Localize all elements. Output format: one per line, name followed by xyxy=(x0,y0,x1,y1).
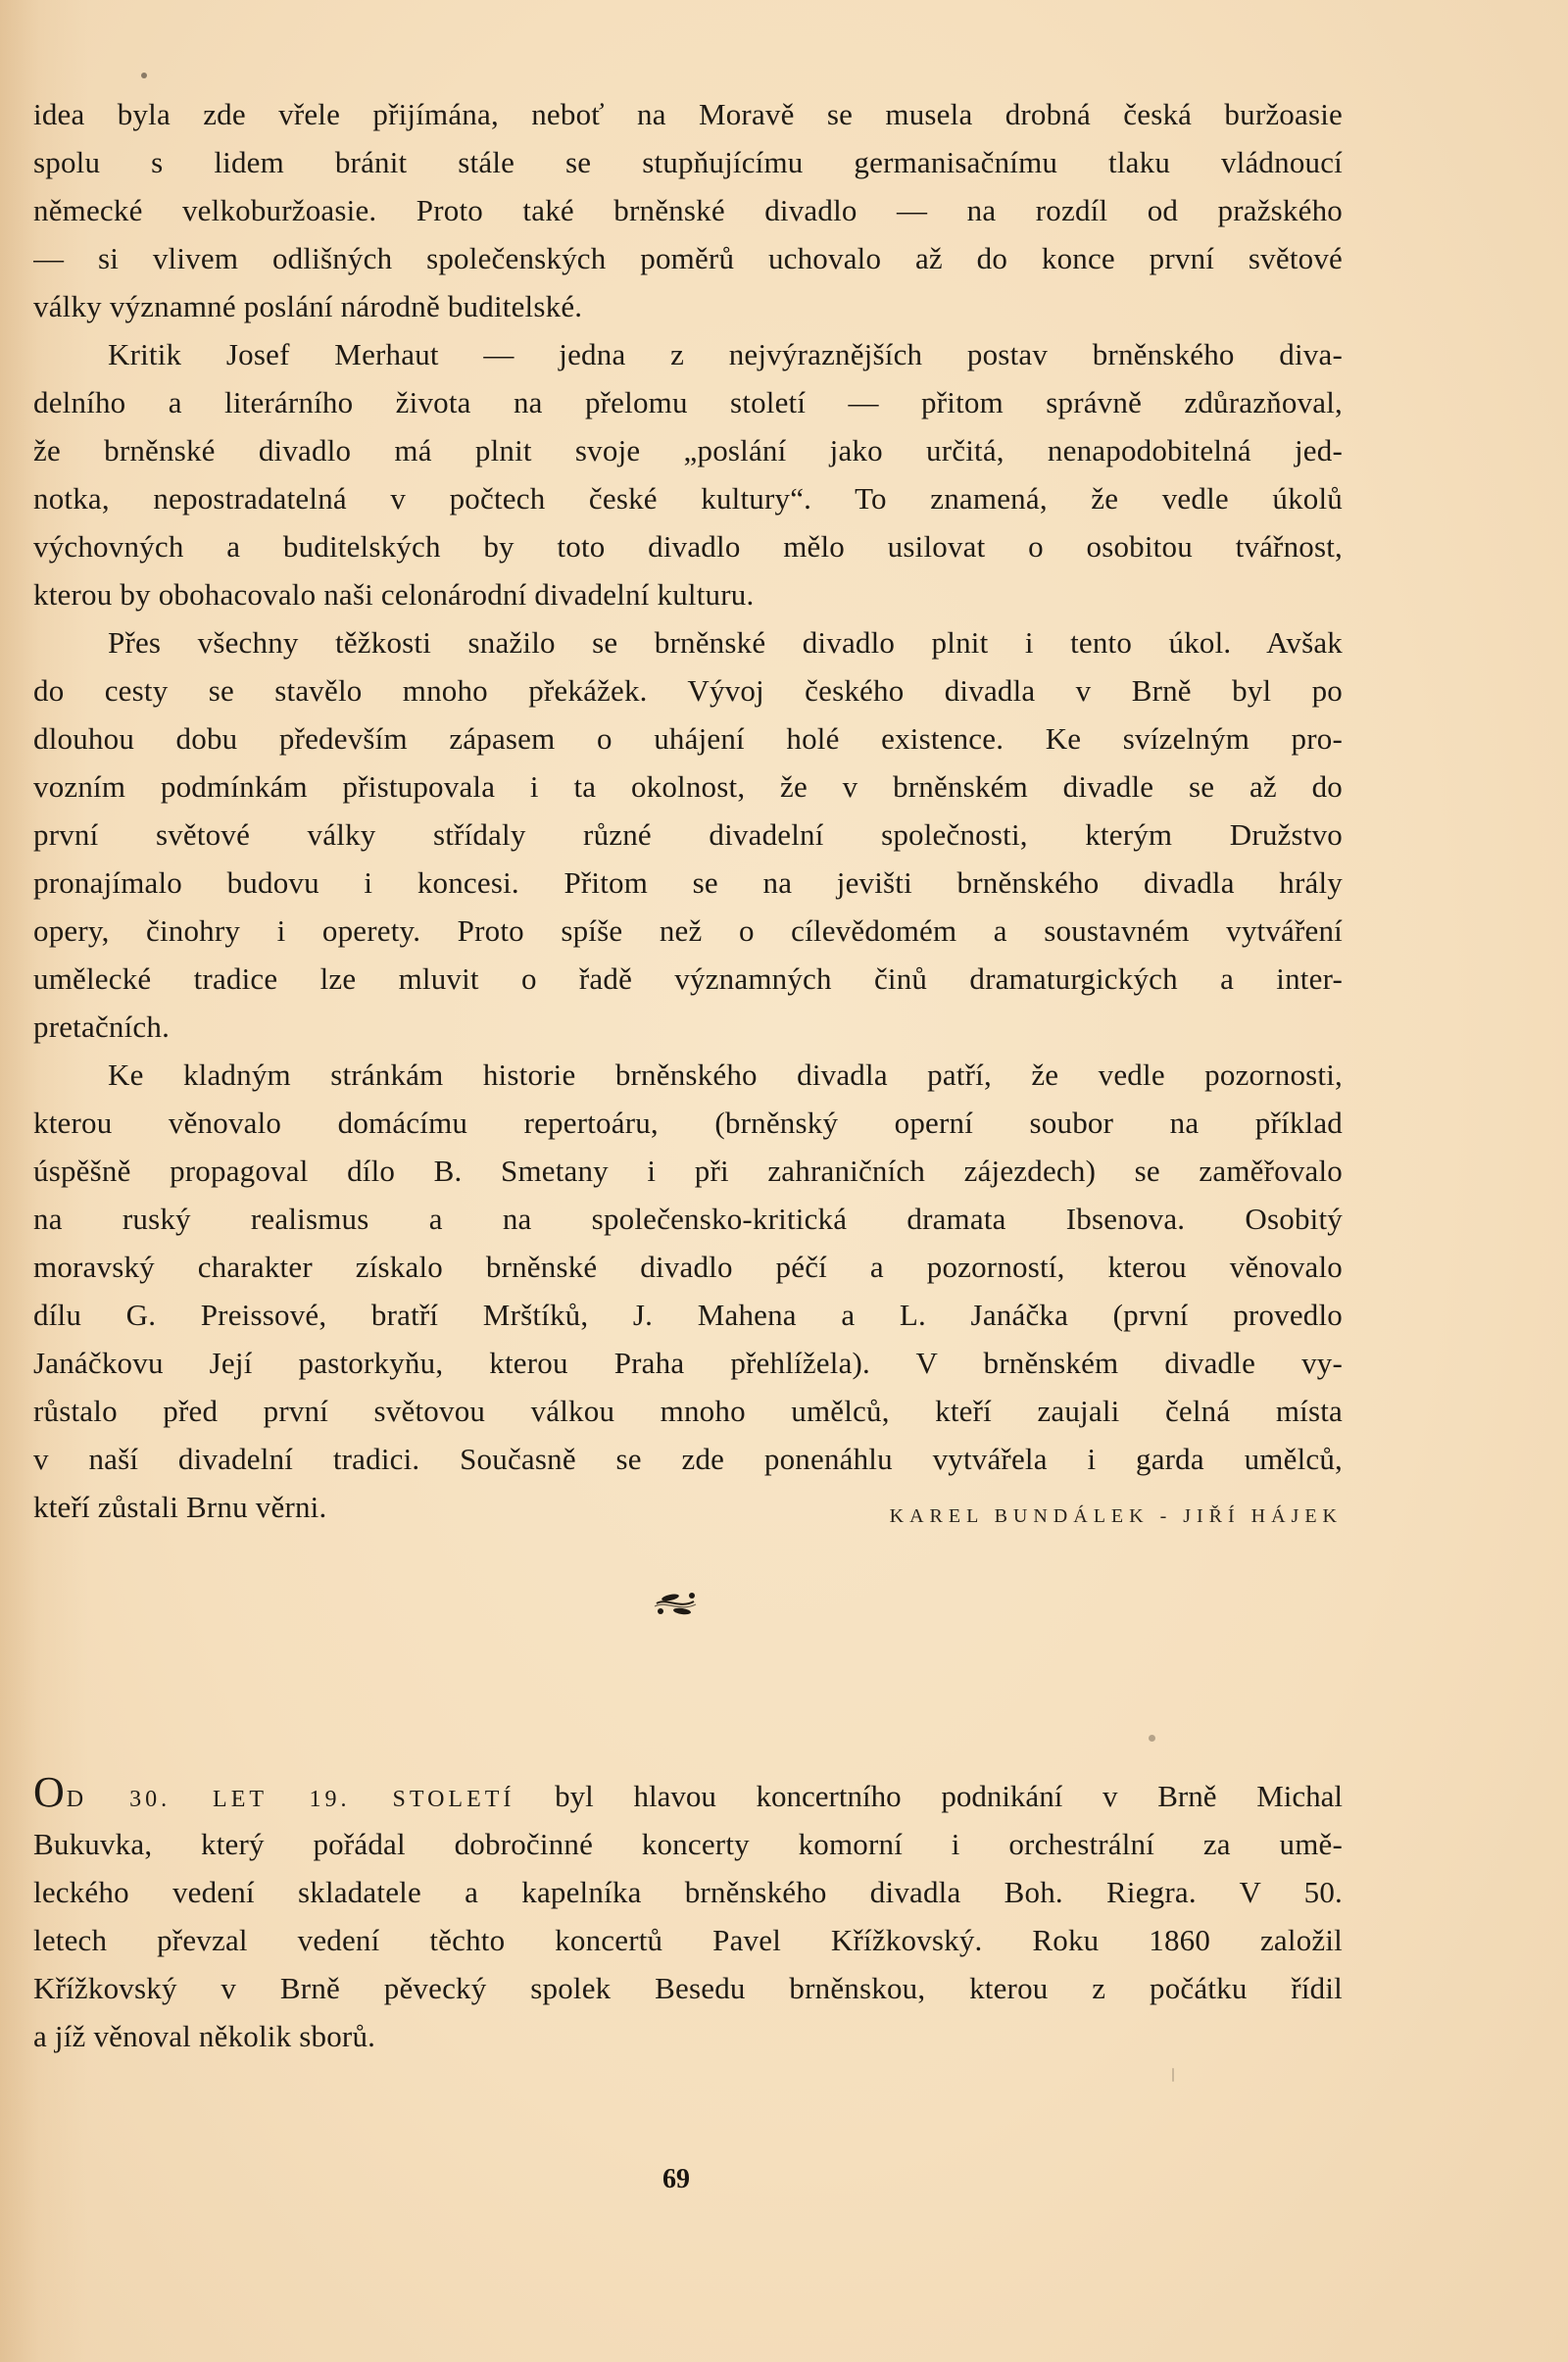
decorative-fleuron-icon xyxy=(651,1590,700,1619)
text-line: a jíž věnoval několik sborů. xyxy=(33,2019,376,2053)
text-line: spolu s lidem bránit stále se stupňujícímu germanisačnímu tlaku vládnoucí xyxy=(33,145,1343,179)
text-line: opery, činohry i operety. Proto spíše než o cílevědomém a soustavném vytváření xyxy=(33,913,1343,948)
text-line: dílu G. Preissové, bratří Mrštíků, J. Mahena a L. Janáčka (první provedlo xyxy=(33,1298,1343,1332)
article-body-concerts xyxy=(33,1768,1344,2060)
paragraph xyxy=(33,1820,1343,2060)
text-line: notka, nepostradatelná v počtech české kultury“. To znamená, že vedle úkolů xyxy=(33,481,1343,516)
paper-speck xyxy=(1172,2068,1174,2082)
text-line: do cesty se stavělo mnoho překážek. Vývoj českého divadla v Brně byl po xyxy=(33,673,1343,708)
text-line: vozním podmínkám přistupovala i ta okolnost, že v brněnském divadle se až do xyxy=(33,769,1343,804)
text-line: dlouhou dobu především zápasem o uhájení holé existence. Ke svízelným pro- xyxy=(33,721,1343,756)
text-line: Křížkovský v Brně pěvecký spolek Besedu brněnskou, kterou z počátku řídil xyxy=(33,1971,1343,2005)
opening-line xyxy=(33,1768,1344,1820)
paper-speck xyxy=(141,73,147,78)
text-line: pretačních. xyxy=(33,1009,171,1044)
paper-speck xyxy=(1149,1735,1155,1742)
text-line: pronajímalo budovu i koncesi. Přitom se na jevišti brněnského divadla hrály xyxy=(33,865,1343,900)
text-line: že brněnské divadlo má plnit svoje „poslání jako určitá, nenapodobitelná jed- xyxy=(33,433,1343,467)
text-line: Přes všechny těžkosti snažilo se brněnské divadlo plnit i tento úkol. Avšak xyxy=(108,625,1343,660)
text-line: letech převzal vedení těchto koncertů Pavel Křížkovský. Roku 1860 založil xyxy=(33,1923,1343,1957)
text-line: výchovných a buditelských by toto divadlo mělo usilovat o osobitou tvářnost, xyxy=(33,529,1343,564)
text-line: umělecké tradice lze mluvit o řadě významných činů dramaturgických a inter- xyxy=(33,961,1343,996)
text-line: úspěšně propagoval dílo B. Smetany i při zahraničních zájezdech) se zaměřovalo xyxy=(33,1154,1343,1188)
paragraph xyxy=(33,90,1343,330)
author-signature: KAREL BUNDÁLEK - JIŘÍ HÁJEK xyxy=(889,1505,1343,1527)
page-number: 69 xyxy=(662,2164,690,2194)
text-line: — si vlivem odlišných společenských poměrů uchovalo až do konce první světové xyxy=(33,241,1343,275)
text-line: první světové války střídaly různé divadelní společnosti, kterým Družstvo xyxy=(33,817,1343,852)
smallcaps-lead: D 30. LET 19. STOLETÍ xyxy=(66,1787,515,1812)
text-line: Bukuvka, který pořádal dobročinné koncerty komorní i orchestrální za umě- xyxy=(33,1827,1343,1861)
text-line: války významné poslání národně buditelské. xyxy=(33,289,583,323)
text-line: Ke kladným stránkám historie brněnského divadla patří, že vedle pozornosti, xyxy=(108,1058,1343,1092)
text-line: kterou by obohacovalo naši celonárodní divadelní kulturu. xyxy=(33,577,755,612)
text-line: kterou věnovalo domácímu repertoáru, (brněnský operní soubor na příklad xyxy=(33,1106,1343,1140)
text-line: na ruský realismus a na společensko-kritická dramata Ibsenova. Osobitý xyxy=(33,1202,1343,1236)
article-body-theatre xyxy=(33,90,1343,1531)
text-line: delního a literárního života na přelomu století — přitom správně zdůrazňoval, xyxy=(33,385,1343,419)
text-line: byl hlavou koncertního podnikání v Brně Michal xyxy=(555,1779,1344,1813)
text-line: kteří zůstali Brnu věrni. xyxy=(33,1490,327,1524)
text-line: leckého vedení skladatele a kapelníka brněnského divadla Boh. Riegra. V 50. xyxy=(33,1875,1343,1909)
text-line: v naší divadelní tradici. Současně se zde ponenáhlu vytvářela i garda umělců, xyxy=(33,1442,1343,1476)
text-line: idea byla zde vřele přijímána, neboť na Moravě se musela drobná česká buržoasie xyxy=(33,97,1343,131)
text-line: růstalo před první světovou válkou mnoho umělců, kteří zaujali čelná místa xyxy=(33,1394,1343,1428)
paragraph xyxy=(33,618,1343,1051)
text-line: německé velkoburžoasie. Proto také brněnské divadlo — na rozdíl od pražského xyxy=(33,193,1343,227)
paragraph xyxy=(33,330,1343,618)
paragraph xyxy=(33,1051,1343,1531)
text-line: Kritik Josef Merhaut — jedna z nejvýraznějších postav brněnského diva- xyxy=(108,337,1343,371)
drop-cap: O xyxy=(33,1768,65,1816)
text-line: Janáčkovu Její pastorkyňu, kterou Praha přehlížela). V brněnském divadle vy- xyxy=(33,1346,1343,1380)
text-line: moravský charakter získalo brněnské divadlo péčí a pozorností, kterou věnovalo xyxy=(33,1250,1343,1284)
